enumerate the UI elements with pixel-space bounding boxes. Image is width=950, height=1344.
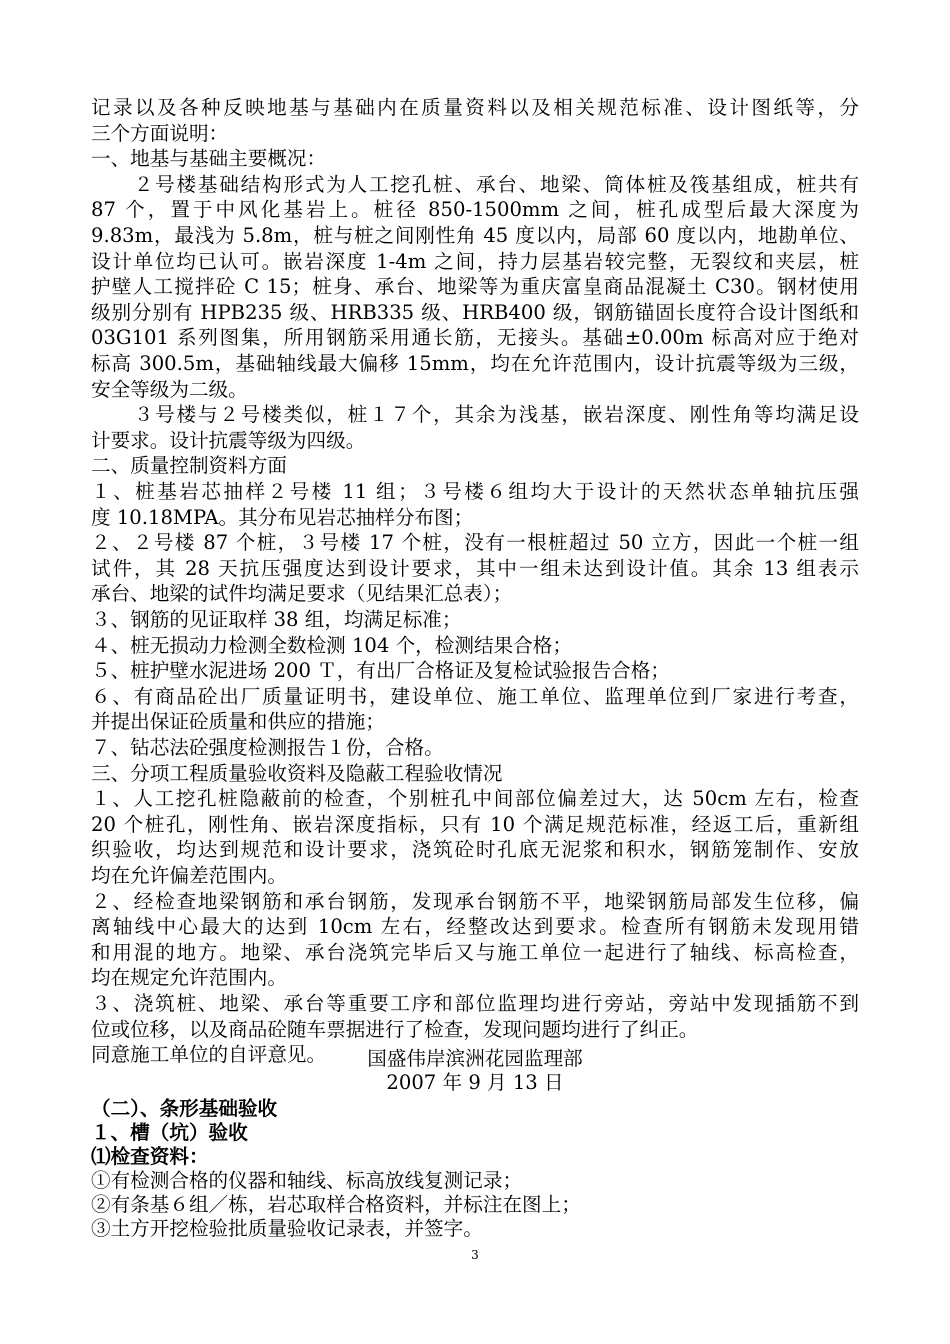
body-line: 87 个，置于中风化基岩上。桩径 850-1500mm 之间，桩孔成型后最大深度为 xyxy=(91,198,859,222)
body-line: 和用混的地方。地梁、承台浇筑完毕后又与施工单位一起进行了轴线、标高检查， xyxy=(91,940,859,964)
body-line: 安全等级为二级。 xyxy=(91,377,248,401)
list-item: ②有条基６组／栋，岩芯取样合格资料，并标注在图上； xyxy=(91,1193,581,1216)
body-line: 并提出保证砼质量和供应的措施； xyxy=(91,710,385,734)
body-line: 同意施工单位的自评意见。 xyxy=(91,1043,327,1067)
body-line: 计要求。设计抗震等级为四级。 xyxy=(91,428,366,452)
body-line: 承台、地梁的试件均满足要求（见结果汇总表）； xyxy=(91,582,513,606)
body-line: 均在允许偏差范围内。 xyxy=(91,864,287,887)
page-number: 3 xyxy=(471,1248,479,1262)
subsection-heading: （二）、条形基础验收 xyxy=(91,1097,278,1120)
body-line: 试件，其 28 天抗压强度达到设计要求，其中一组未达到设计值。其余 13 组表示 xyxy=(91,556,859,580)
body-line: 位或位移，以及商品砼随车票据进行了检查，发现问题均进行了纠正。 xyxy=(91,1017,699,1041)
body-line: 护壁人工搅拌砼 C 15；桩身、承台、地梁等为重庆富皇商品混凝土 C30。钢材使用 xyxy=(91,275,859,299)
body-line: 记录以及各种反映地基与基础内在质量资料以及相关规范标准、设计图纸等，分 xyxy=(91,96,859,119)
subsection-subheading: １、槽（坑）验收 xyxy=(91,1121,248,1144)
signature-date: 2007 年 9 月 13 日 xyxy=(386,1071,564,1094)
body-line: 均在规定允许范围内。 xyxy=(91,966,287,990)
body-line: 离轴线中心最大的达到 10cm 左右，经整改达到要求。检查所有钢筋未发现用错 xyxy=(91,915,859,939)
body-line: ２、２号楼 87 个桩，３号楼 17 个桩，没有一根桩超过 50 立方，因此一个桩一组 xyxy=(91,531,859,555)
body-line: ６、有商品砼出厂质量证明书，建设单位、施工单位、监理单位到厂家进行考查， xyxy=(91,684,859,708)
section-heading-3: 三、分项工程质量验收资料及隐蔽工程验收情况 xyxy=(91,761,503,785)
body-line: 织验收，均达到规范和设计要求，浇筑砼时孔底无泥浆和积水，钢筋笼制作、安放 xyxy=(91,838,859,862)
body-line: １、人工挖孔桩隐蔽前的检查，个别桩孔中间部位偏差过大，达 50cm 左右，检查 xyxy=(91,787,859,811)
body-line: 20 个桩孔，刚性角、嵌岩深度指标，只有 10 个满足规范标准，经返工后，重新组 xyxy=(91,812,859,836)
body-line: 设计单位均已认可。嵌岩深度 1-4m 之间，持力层基岩较完整，无裂纹和夹层，桩 xyxy=(91,249,859,273)
body-line: ４、桩无损动力检测全数检测 104 个，检测结果合格； xyxy=(91,633,572,657)
body-line: 度 10.18MPA。其分布见岩芯抽样分布图； xyxy=(91,505,474,529)
body-line: ７、钻芯法砼强度检测报告１份，合格。 xyxy=(91,736,444,759)
body-line: ２、经检查地梁钢筋和承台钢筋，发现承台钢筋不平，地梁钢筋局部发生位移，偏 xyxy=(91,889,859,913)
body-line: 三个方面说明： xyxy=(91,121,229,145)
section-heading-2: 二、质量控制资料方面 xyxy=(91,454,287,478)
list-item: ③土方开挖检验批质量验收记录表，并签字。 xyxy=(91,1217,483,1240)
body-line: 9.83m，最浅为 5.8m，桩与桩之间刚性角 45 度以内，局部 60 度以内，地勘单位、 xyxy=(91,224,859,247)
item-heading: ⑴检查资料： xyxy=(91,1145,209,1168)
body-line: ２号楼基础结构形式为人工挖孔桩、承台、地梁、筒体桩及筏基组成，桩共有 xyxy=(91,172,859,196)
body-line: ３号楼与２号楼类似，桩１７个，其余为浅基，嵌岩深度、刚性角等均满足设 xyxy=(91,403,859,427)
signature-org: 国盛伟岸滨洲花园监理部 xyxy=(367,1047,583,1070)
section-heading-1: 一、地基与基础主要概况： xyxy=(91,147,327,171)
body-line: 标高 300.5m，基础轴线最大偏移 15mm，均在允许范围内，设计抗震等级为三级， xyxy=(91,352,859,375)
list-item: ①有检测合格的仪器和轴线、标高放线复测记录； xyxy=(91,1169,523,1192)
body-line: ５、桩护壁水泥进场 200 Ｔ，有出厂合格证及复检试验报告合格； xyxy=(91,659,670,683)
body-line: 级别分别有 HPB235 级、HRB335 级、HRB400 级，钢筋锚固长度符合设计图纸和 xyxy=(91,300,859,324)
body-line: １、桩基岩芯抽样２号楼 11 组；３号楼６组均大于设计的天然状态单轴抗压强 xyxy=(91,480,859,503)
body-line: ３、钢筋的见证取样 38 组，均满足标准； xyxy=(91,608,462,631)
body-line: ３、浇筑桩、地梁、承台等重要工序和部位监理均进行旁站，旁站中发现插筋不到 xyxy=(91,992,859,1015)
body-line: 03G101 系列图集，所用钢筋采用通长筋，无接头。基础±0.00m 标高对应于绝对 xyxy=(91,326,859,350)
